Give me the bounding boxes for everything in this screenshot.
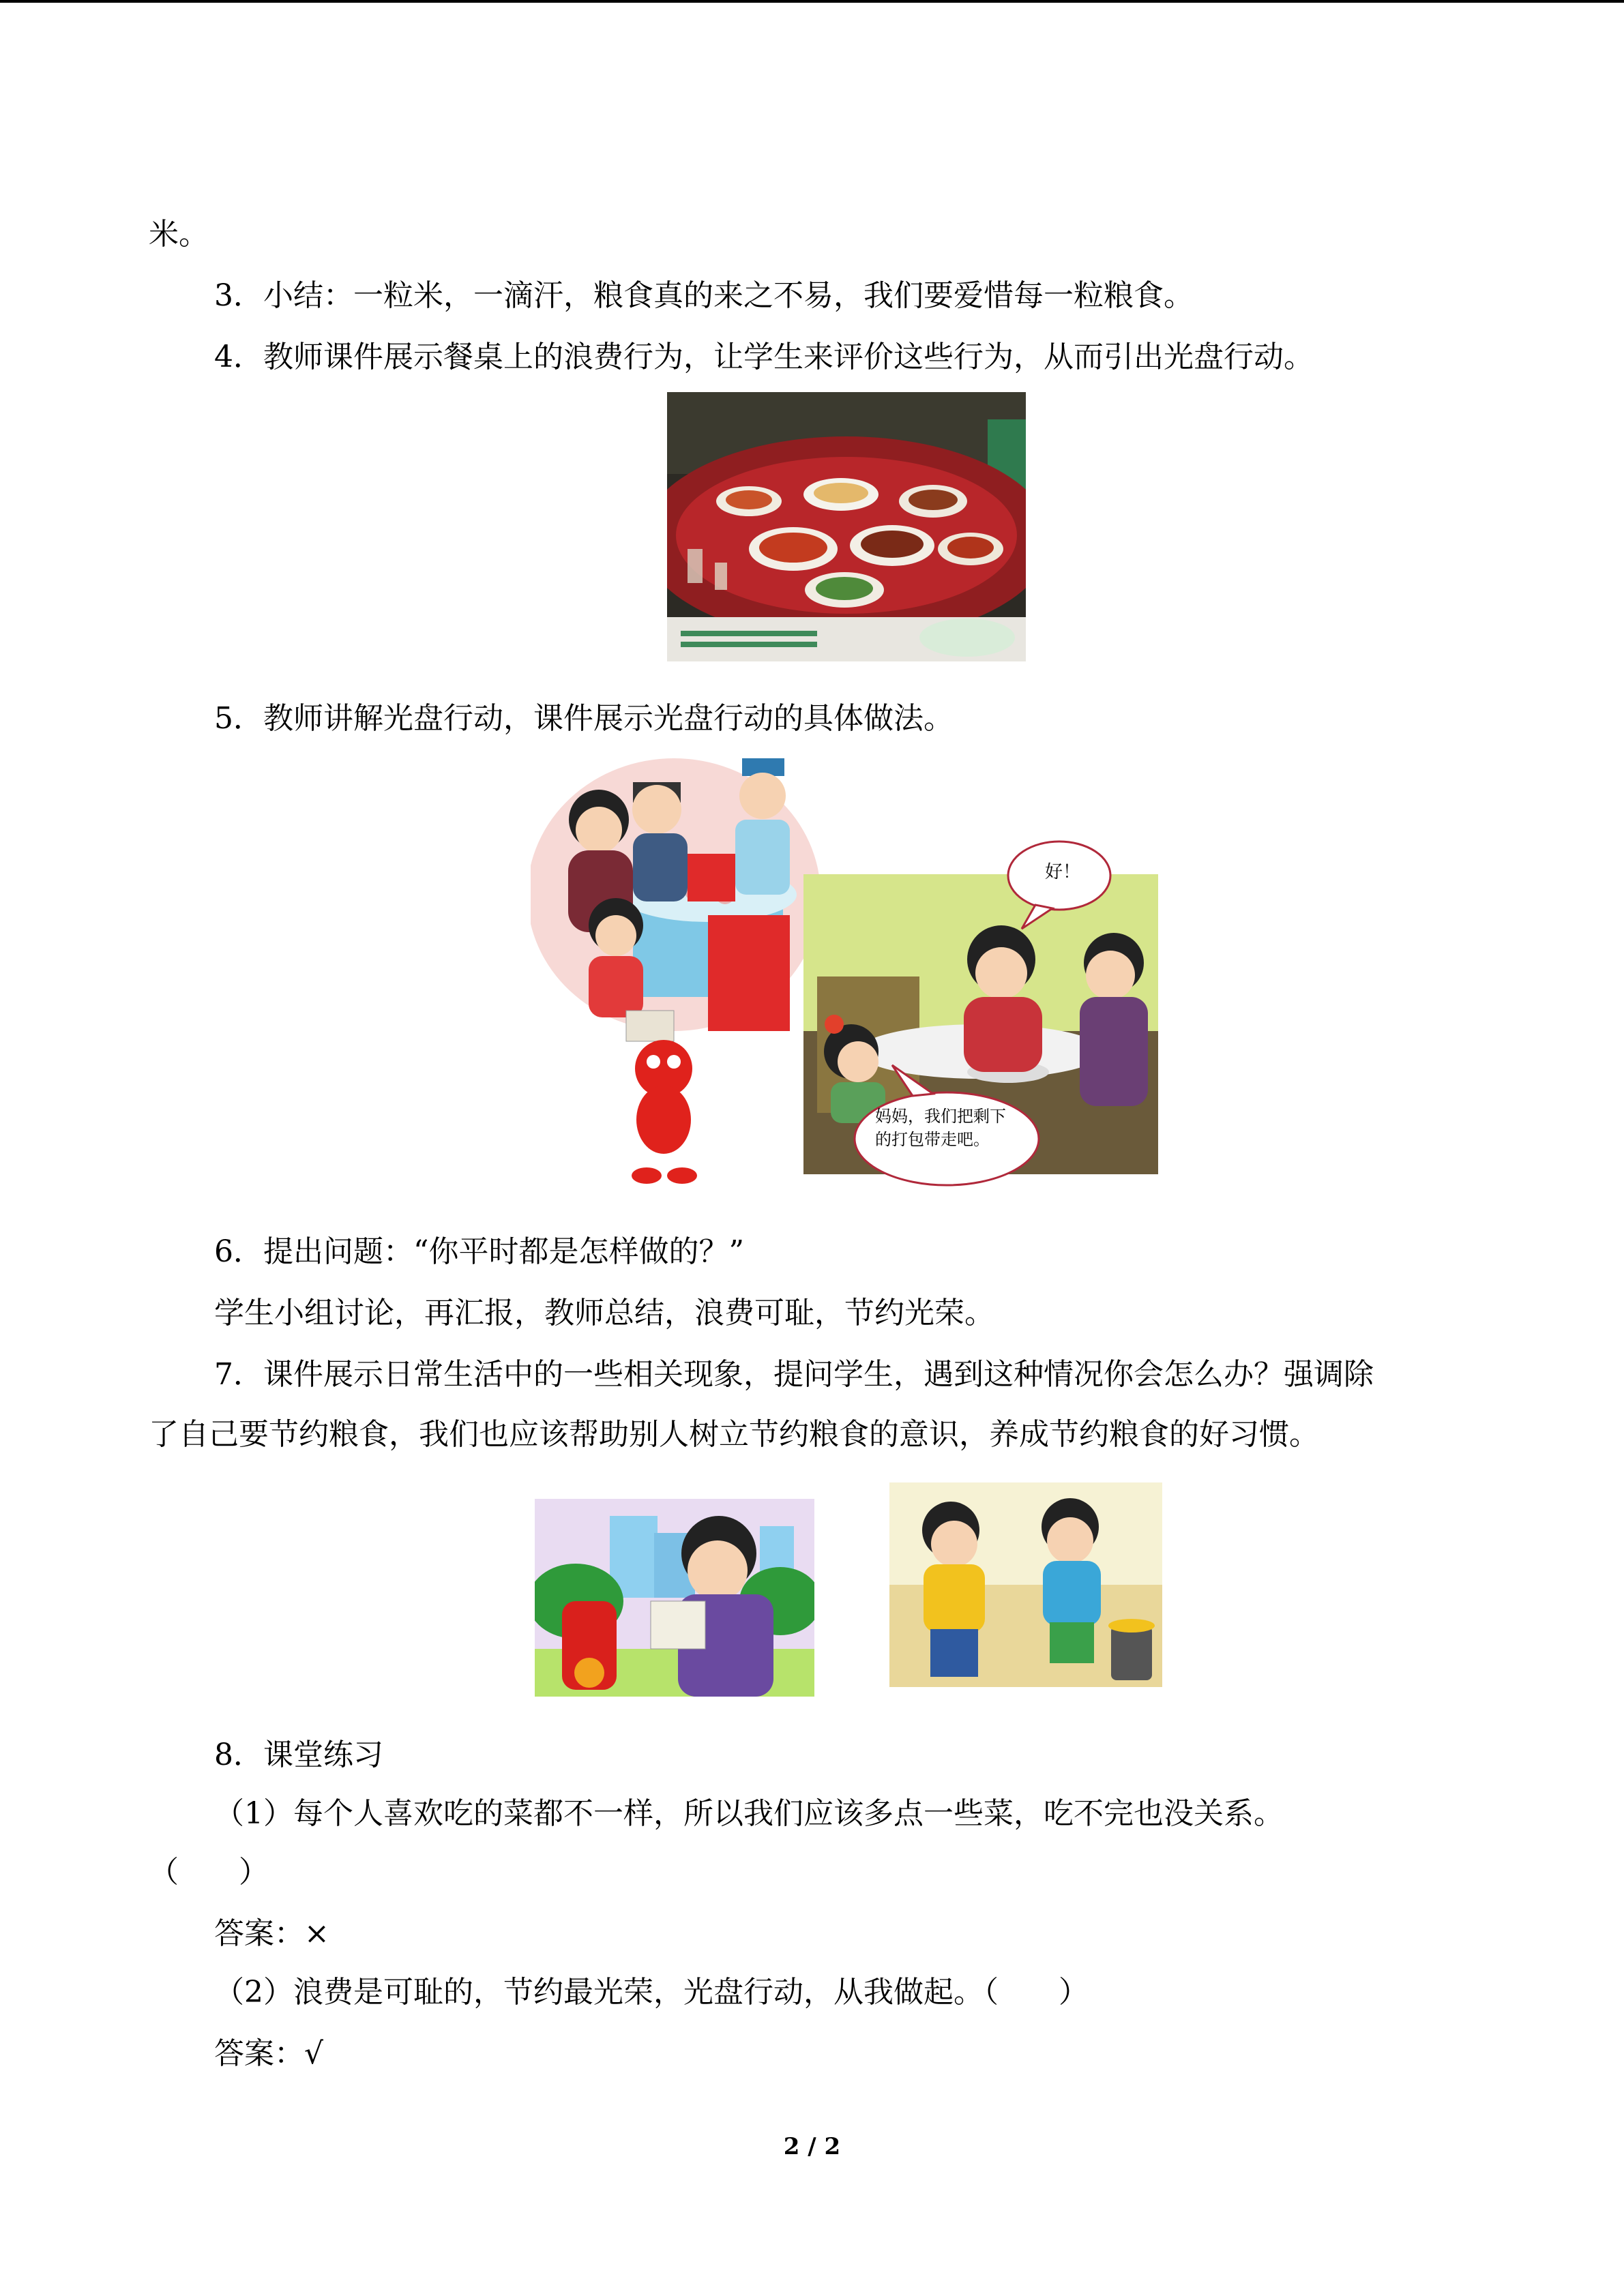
text-line: （2）浪费是可耻的，节约最光荣，光盘行动，从我做起。（ ） — [214, 1975, 1089, 2010]
text-line: 了自己要节约粮食，我们也应该帮助别人树立节约粮食的意识，养成节约粮食的好习惯。 — [149, 1417, 1319, 1452]
children-trash-can-cartoon — [876, 1469, 1172, 1701]
text-line: 7．课件展示日常生活中的一些相关现象，提问学生，遇到这种情况你会怎么办？强调除 — [214, 1357, 1374, 1392]
text-line: 答案：√ — [214, 2036, 324, 2071]
text-line: （1）每个人喜欢吃的菜都不一样，所以我们应该多点一些菜，吃不完也没关系。 — [214, 1796, 1284, 1831]
text-line: 学生小组讨论，再汇报，教师总结，浪费可耻，节约光荣。 — [214, 1296, 994, 1330]
text-line: 4．教师课件展示餐桌上的浪费行为，让学生来评价这些行为，从而引出光盘行动。 — [214, 340, 1314, 374]
text-line: 8．课堂练习 — [214, 1738, 383, 1772]
text-line: 答案：× — [214, 1916, 329, 1951]
text-line: 3．小结：一粒米，一滴汗，粮食真的来之不易，我们要爱惜每一粒粮食。 — [214, 278, 1194, 313]
text-line: 6．提出问题：“你平时都是怎样做的？” — [214, 1234, 744, 1269]
text-line: （ ） — [149, 1855, 269, 1890]
clean-plate-cartoon — [531, 758, 1158, 1189]
boy-postbox-cartoon — [535, 1499, 814, 1697]
top-rule — [0, 0, 1624, 3]
speech-bubble-takeaway: 妈妈，我们把剩下的打包带走吧。 — [875, 1107, 1006, 1149]
speech-bubble-ok: 好！ — [1044, 862, 1080, 882]
banquet-table-photo — [667, 392, 1026, 661]
text-line: 5．教师讲解光盘行动，课件展示光盘行动的具体做法。 — [214, 701, 954, 736]
text-line: 米。 — [149, 217, 209, 252]
page-number: 2 / 2 — [783, 2133, 841, 2160]
